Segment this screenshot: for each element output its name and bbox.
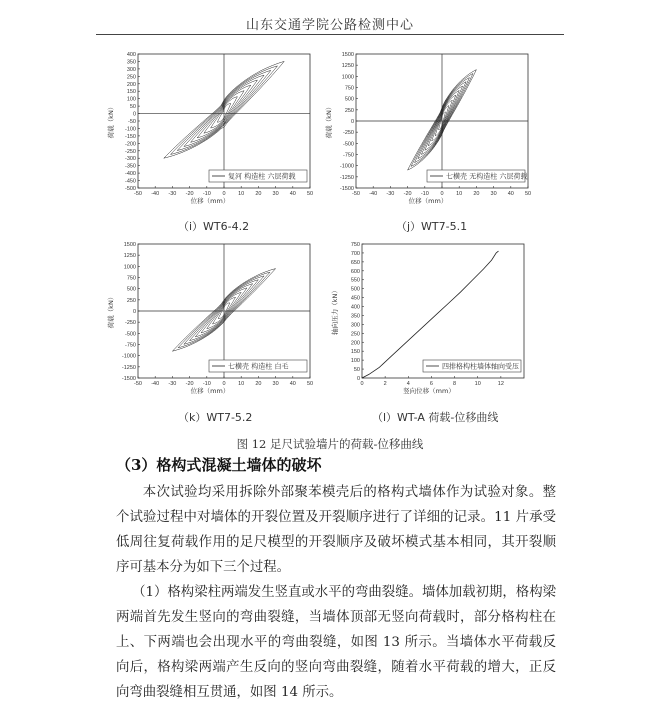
y-tick-label: 250 bbox=[126, 74, 136, 81]
y-tick-label: -1000 bbox=[121, 353, 136, 360]
x-tick-label: 10 bbox=[456, 191, 463, 197]
x-tick-label: -40 bbox=[369, 191, 378, 197]
y-tick-label: 300 bbox=[350, 322, 360, 329]
legend-label: 七横壳 构造柱 白毛 bbox=[228, 362, 289, 371]
x-tick-label: 30 bbox=[490, 191, 497, 197]
chart-l bbox=[318, 236, 568, 411]
x-tick-label: 30 bbox=[272, 381, 279, 387]
x-tick-label: 50 bbox=[306, 191, 314, 197]
y-tick-label: 250 bbox=[350, 331, 360, 338]
x-axis-label: 竖向位移（mm） bbox=[403, 387, 455, 395]
y-axis-label: 荷载（kN） bbox=[107, 293, 115, 329]
y-tick-label: 550 bbox=[350, 277, 360, 284]
x-tick-label: 20 bbox=[255, 191, 262, 197]
y-tick-label: -1500 bbox=[121, 376, 136, 382]
y-tick-label: -450 bbox=[124, 178, 136, 185]
x-tick-label: 50 bbox=[524, 191, 532, 197]
series-line bbox=[362, 251, 499, 378]
x-tick-label: 40 bbox=[507, 191, 514, 197]
x-tick-label: 10 bbox=[474, 381, 481, 387]
y-tick-label: -150 bbox=[124, 133, 136, 140]
y-tick-label: -200 bbox=[124, 141, 136, 148]
y-tick-label: -300 bbox=[124, 156, 136, 163]
panel-caption-k: （k）WT7-5.2 bbox=[178, 411, 253, 424]
x-tick-label: 0 bbox=[360, 381, 364, 387]
y-tick-label: -1250 bbox=[339, 174, 354, 181]
x-tick-label: 2 bbox=[383, 381, 387, 387]
header-rule bbox=[96, 34, 564, 35]
x-tick-label: -20 bbox=[185, 191, 194, 197]
x-tick-label: -50 bbox=[352, 191, 360, 197]
y-tick-label: 200 bbox=[350, 340, 360, 347]
paragraph-1: 本次试验均采用拆除外部聚苯模壳后的格构式墙体作为试验对象。整个试验过程中对墙体的开裂位置及开裂顺序进行了详细的记录。11 片承受低周往复荷载作用的足尺模型的开裂顺序及破坏模式基本相同，其开裂顺序可基本分为如下三个过程。 bbox=[116, 485, 556, 575]
x-tick-label: -20 bbox=[185, 381, 194, 387]
y-tick-label: 750 bbox=[344, 85, 354, 92]
x-tick-label: 20 bbox=[255, 381, 262, 387]
running-header: 山东交通学院公路检测中心 bbox=[245, 18, 414, 33]
y-tick-label: 50 bbox=[353, 367, 360, 374]
y-tick-label: 750 bbox=[126, 275, 136, 282]
x-tick-label: -20 bbox=[403, 191, 412, 197]
chart-i bbox=[100, 46, 350, 221]
y-tick-label: -500 bbox=[124, 186, 136, 192]
x-tick-label: -10 bbox=[420, 191, 429, 197]
y-tick-label: 350 bbox=[350, 313, 360, 320]
y-tick-label: 1500 bbox=[341, 52, 354, 58]
y-tick-label: -100 bbox=[124, 126, 136, 133]
y-tick-label: 300 bbox=[126, 66, 136, 73]
y-tick-label: 400 bbox=[126, 52, 136, 58]
section-heading: （3）格构式混凝土墙体的破坏 bbox=[116, 456, 322, 474]
y-tick-label: 250 bbox=[344, 107, 354, 114]
x-tick-label: 40 bbox=[289, 381, 296, 387]
x-axis-label: 位移（mm） bbox=[190, 387, 230, 395]
y-tick-label: 200 bbox=[126, 81, 136, 88]
x-tick-label: -30 bbox=[386, 191, 395, 197]
x-tick-label: 50 bbox=[306, 381, 314, 387]
panel-caption-l: （l）WT-A 荷载-位移曲线 bbox=[372, 411, 499, 424]
x-tick-label: -30 bbox=[168, 381, 177, 387]
y-tick-label: 650 bbox=[350, 259, 360, 266]
x-tick-label: 8 bbox=[453, 381, 457, 387]
figure-caption: 图 12 足尺试验墙片的荷载-位移曲线 bbox=[236, 437, 424, 451]
y-tick-label: 450 bbox=[350, 295, 360, 302]
y-tick-label: -50 bbox=[128, 119, 136, 125]
y-tick-label: -250 bbox=[342, 130, 354, 137]
y-tick-label: 400 bbox=[350, 304, 360, 311]
y-tick-label: 0 bbox=[132, 309, 136, 315]
y-tick-label: -750 bbox=[342, 152, 354, 159]
x-tick-label: -30 bbox=[168, 191, 177, 197]
y-tick-label: -1250 bbox=[121, 364, 136, 371]
x-tick-label: 12 bbox=[497, 381, 504, 387]
x-tick-label: 10 bbox=[238, 381, 245, 387]
y-tick-label: 1250 bbox=[123, 253, 136, 260]
y-tick-label: 350 bbox=[126, 59, 136, 66]
plot-frame bbox=[362, 244, 524, 378]
y-axis-label: 荷载（kN） bbox=[107, 103, 115, 139]
x-tick-label: 0 bbox=[222, 381, 226, 387]
x-tick-label: 40 bbox=[289, 191, 296, 197]
x-axis-label: 位移（mm） bbox=[408, 197, 448, 205]
y-axis-label: 轴向压力（kN） bbox=[331, 287, 339, 335]
y-tick-label: -1500 bbox=[339, 186, 354, 192]
y-tick-label: 0 bbox=[350, 119, 354, 125]
y-tick-label: 100 bbox=[126, 96, 136, 103]
y-tick-label: 700 bbox=[350, 250, 360, 257]
x-tick-label: 6 bbox=[429, 381, 433, 387]
paragraph-2: （1）格构梁柱两端发生竖直或水平的弯曲裂缝。墙体加载初期，格构梁两端首先发生竖向的弯曲裂缝，当墙体顶部无竖向荷载时，部分格构柱在上、下两端也会出现水平的弯曲裂缝，如图 13 所示。当墙体水平荷载反向后，格构梁两端产生反向的竖向弯曲裂缝，随着水平荷载的增大，正反向弯曲裂缝相互贯通，如图 14 所示。 bbox=[116, 585, 556, 700]
x-tick-label: -40 bbox=[151, 191, 160, 197]
y-tick-label: -500 bbox=[124, 331, 136, 338]
y-tick-label: -500 bbox=[342, 141, 354, 148]
legend-label: 复河 构造柱 六层荷载 bbox=[228, 172, 296, 181]
x-tick-label: -40 bbox=[151, 381, 160, 387]
y-tick-label: -250 bbox=[124, 320, 136, 327]
x-tick-label: 4 bbox=[406, 381, 410, 387]
y-tick-label: 1250 bbox=[341, 63, 354, 70]
x-tick-label: 0 bbox=[222, 191, 226, 197]
y-tick-label: -350 bbox=[124, 163, 136, 170]
y-tick-label: 150 bbox=[126, 89, 136, 96]
y-tick-label: 0 bbox=[132, 111, 136, 118]
panel-caption-i: （i）WT6-4.2 bbox=[178, 220, 250, 233]
y-tick-label: 500 bbox=[350, 286, 360, 293]
chart-j bbox=[318, 46, 568, 221]
y-axis-label: 荷载（kN） bbox=[325, 103, 333, 139]
x-tick-label: -50 bbox=[134, 381, 142, 387]
y-tick-label: 0 bbox=[356, 376, 360, 382]
y-tick-label: 1000 bbox=[341, 74, 354, 81]
y-tick-label: 1000 bbox=[123, 264, 136, 271]
panel-caption-j: （j）WT7-5.1 bbox=[396, 220, 468, 233]
y-tick-label: -1000 bbox=[339, 163, 354, 170]
x-tick-label: 20 bbox=[473, 191, 480, 197]
y-tick-label: 600 bbox=[350, 268, 360, 275]
y-tick-label: -250 bbox=[124, 148, 136, 155]
y-tick-label: 250 bbox=[126, 297, 136, 304]
x-tick-label: -10 bbox=[202, 381, 211, 387]
x-tick-label: -10 bbox=[202, 191, 211, 197]
y-tick-label: 50 bbox=[129, 104, 136, 111]
y-tick-label: 100 bbox=[350, 358, 360, 365]
y-tick-label: 750 bbox=[350, 242, 360, 248]
chart-k bbox=[100, 236, 350, 411]
x-axis-label: 位移（mm） bbox=[190, 197, 230, 205]
x-tick-label: 10 bbox=[238, 191, 245, 197]
x-tick-label: 30 bbox=[272, 191, 279, 197]
y-tick-label: 1500 bbox=[123, 242, 136, 248]
x-tick-label: 0 bbox=[440, 191, 444, 197]
legend-label: 七横壳 无构造柱 六层荷载 bbox=[446, 172, 528, 181]
y-tick-label: 500 bbox=[344, 96, 354, 103]
y-tick-label: -400 bbox=[124, 171, 136, 178]
y-tick-label: -750 bbox=[124, 342, 136, 349]
legend-label: 四排格构柱墙体轴向受压 bbox=[442, 362, 519, 371]
y-tick-label: 150 bbox=[350, 349, 360, 356]
y-tick-label: 500 bbox=[126, 286, 136, 293]
x-tick-label: -50 bbox=[134, 191, 142, 197]
